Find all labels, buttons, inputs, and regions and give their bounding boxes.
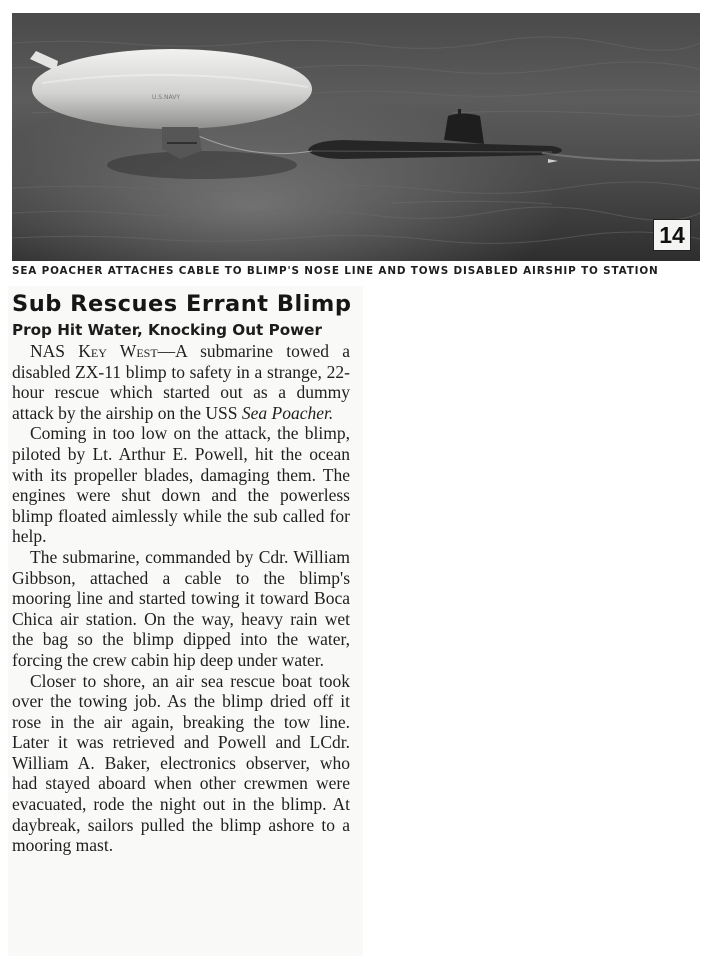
paragraph-1 [12,341,350,423]
photo-blimp-and-submarine [12,13,700,261]
subheadline: Prop Hit Water, Knocking Out Power [12,321,322,339]
dateline: NAS Key West [30,341,158,361]
ship-name: Sea Poacher. [241,402,334,423]
article-body [12,341,350,856]
paragraph-1-text-a: A submarine towed a disabled [12,341,350,382]
article [8,286,363,956]
paragraph-4: Closer to shore, an air sea rescue boat took over the towing job. As the blimp dried off it rose in the air again, breaking the tow line. Later it was retrieved and Powell and LCdr. William A. Baker, electronics observer, who had stayed aboard when other crewmen were evacuated, rode the night out in the blimp. At daybreak, sailors pulled the blimp ashore to a mooring mast. [12,670,350,856]
dateline-dash: — [157,341,176,361]
photo-illustration [12,13,700,261]
paragraph-1-text-b: blimp to safety in a strange, 22-hour rescue which started out as a dummy attack by the airship on the USS [12,361,350,423]
paragraph-3: The submarine, commanded by Cdr. William Gibbson, attached a cable to the blimp's mooring line and started towing it toward Boca Chica air station. On the way, heavy rain wet the bag so the blimp dipped into the water, forcing the crew cabin hip deep under water. [12,546,350,670]
blimp-model: ZX-11 [75,361,122,382]
paragraph-2: Coming in too low on the attack, the blimp, piloted by Lt. Arthur E. Powell, hit the ocean with its propeller blades, damaging them. The engines were shut down and the powerless blimp floated aimlessly while the sub called for help. [12,423,350,547]
headline: Sub Rescues Errant Blimp [12,291,352,317]
photo-number-badge: 14 [653,219,691,251]
blimp-marking: U.S.NAVY [152,94,180,101]
photo-caption: SEA POACHER ATTACHES CABLE TO BLIMP'S NOSE LINE AND TOWS DISABLED AIRSHIP TO STATION [12,265,659,277]
